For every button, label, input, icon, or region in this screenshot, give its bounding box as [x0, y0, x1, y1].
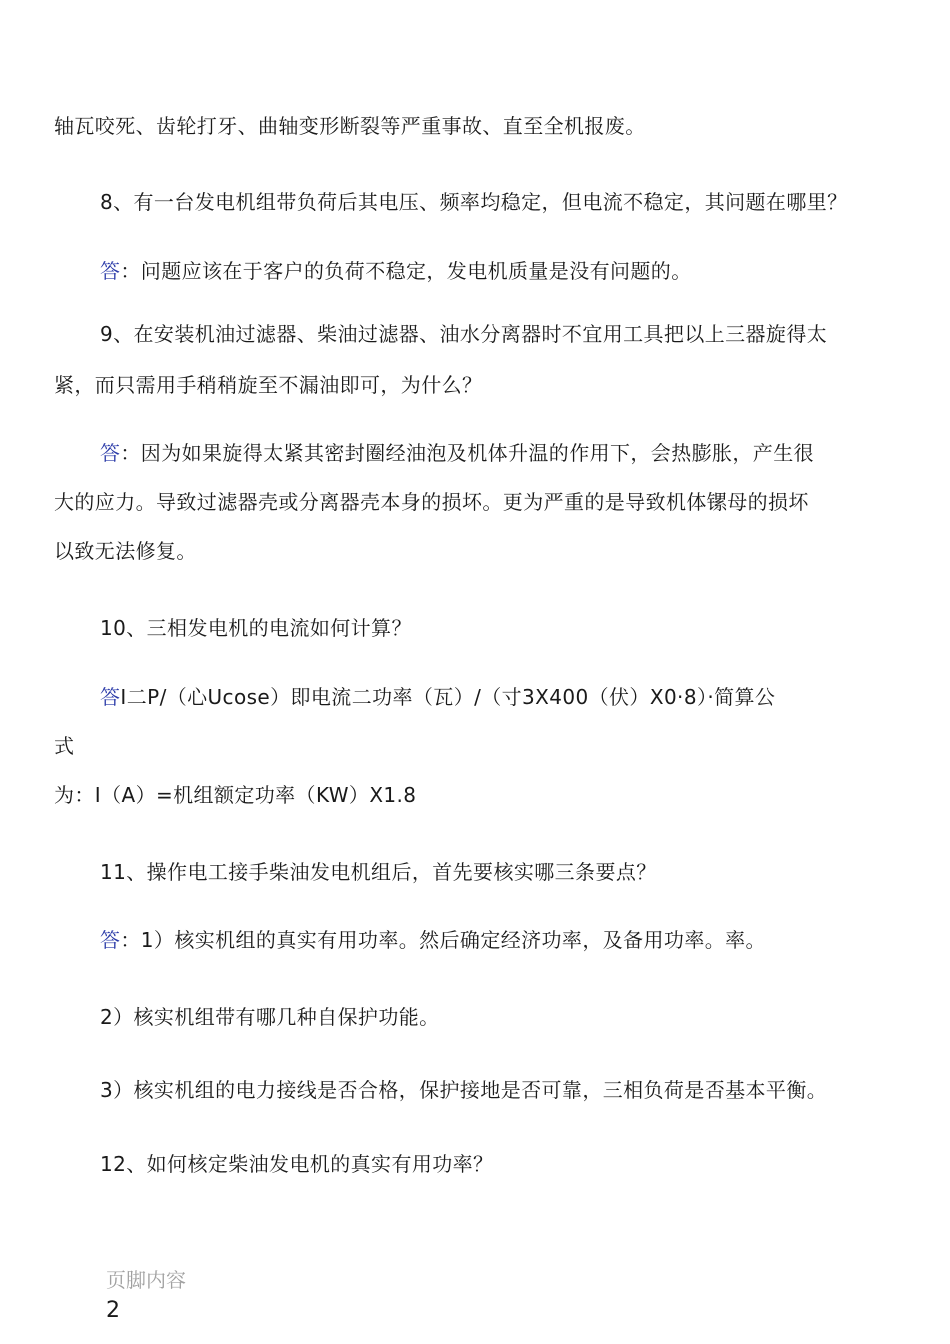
answer-11-line-2: 2）核实机组带有哪几种自保护功能。 — [100, 1005, 440, 1029]
question-8: 8、有一台发电机组带负荷后其电压、频率均稳定，但电流不稳定，其问题在哪里？ — [100, 190, 848, 214]
answer-9-line-1 — [100, 438, 814, 468]
answer-label: 答 — [100, 441, 121, 465]
question-11: 11、操作电工接手柴油发电机组后，首先要核实哪三条要点？ — [100, 860, 657, 884]
answer-label: 答 — [100, 259, 121, 283]
answer-text: ：1）核实机组的真实有用功率。然后确定经济功率，及备用功率。率。 — [120, 928, 766, 952]
answer-11-line-1 — [100, 925, 766, 955]
question-9-line-1: 9、在安装机油过滤器、柴油过滤器、油水分离器时不宜用工具把以上三器旋得太 — [100, 322, 828, 346]
paragraph-line: 轴瓦咬死、齿轮打牙、曲轴变形断裂等严重事故、直至全机报废。 — [54, 114, 646, 138]
answer-9-line-2: 大的应力。导致过滤器壳或分离器壳本身的损坏。更为严重的是导致机体镙母的损坏 — [54, 490, 809, 514]
answer-label: 答 — [100, 928, 121, 952]
formula-text: I二P/（心Ucose）即电流二功率（瓦）/（寸3X400（伏）X0·8）·简算公 — [120, 685, 776, 709]
answer-10-line-3: 为：I（A）=机组额定功率（KW）X1.8 — [54, 783, 417, 807]
answer-8 — [100, 256, 692, 286]
footer-text: 页脚内容 — [106, 1268, 186, 1292]
answer-9-line-3: 以致无法修复。 — [54, 539, 197, 563]
answer-text: ：问题应该在于客户的负荷不稳定，发电机质量是没有问题的。 — [120, 259, 692, 283]
page-number: 2 — [106, 1298, 120, 1323]
answer-10-line-1 — [100, 682, 775, 712]
question-9-line-2: 紧，而只需用手稍稍旋至不漏油即可，为什么？ — [54, 373, 483, 397]
answer-label: 答 — [100, 685, 121, 709]
answer-11-line-3: 3）核实机组的电力接线是否合格，保护接地是否可靠，三相负荷是否基本平衡。 — [100, 1078, 828, 1102]
answer-10-line-2: 式 — [54, 734, 75, 758]
question-12: 12、如何核定柴油发电机的真实有用功率？ — [100, 1152, 494, 1176]
answer-text: ：因为如果旋得太紧其密封圈经油泡及机体升温的作用下，会热膨胀，产生很 — [120, 441, 815, 465]
question-10: 10、三相发电机的电流如何计算？ — [100, 616, 412, 640]
